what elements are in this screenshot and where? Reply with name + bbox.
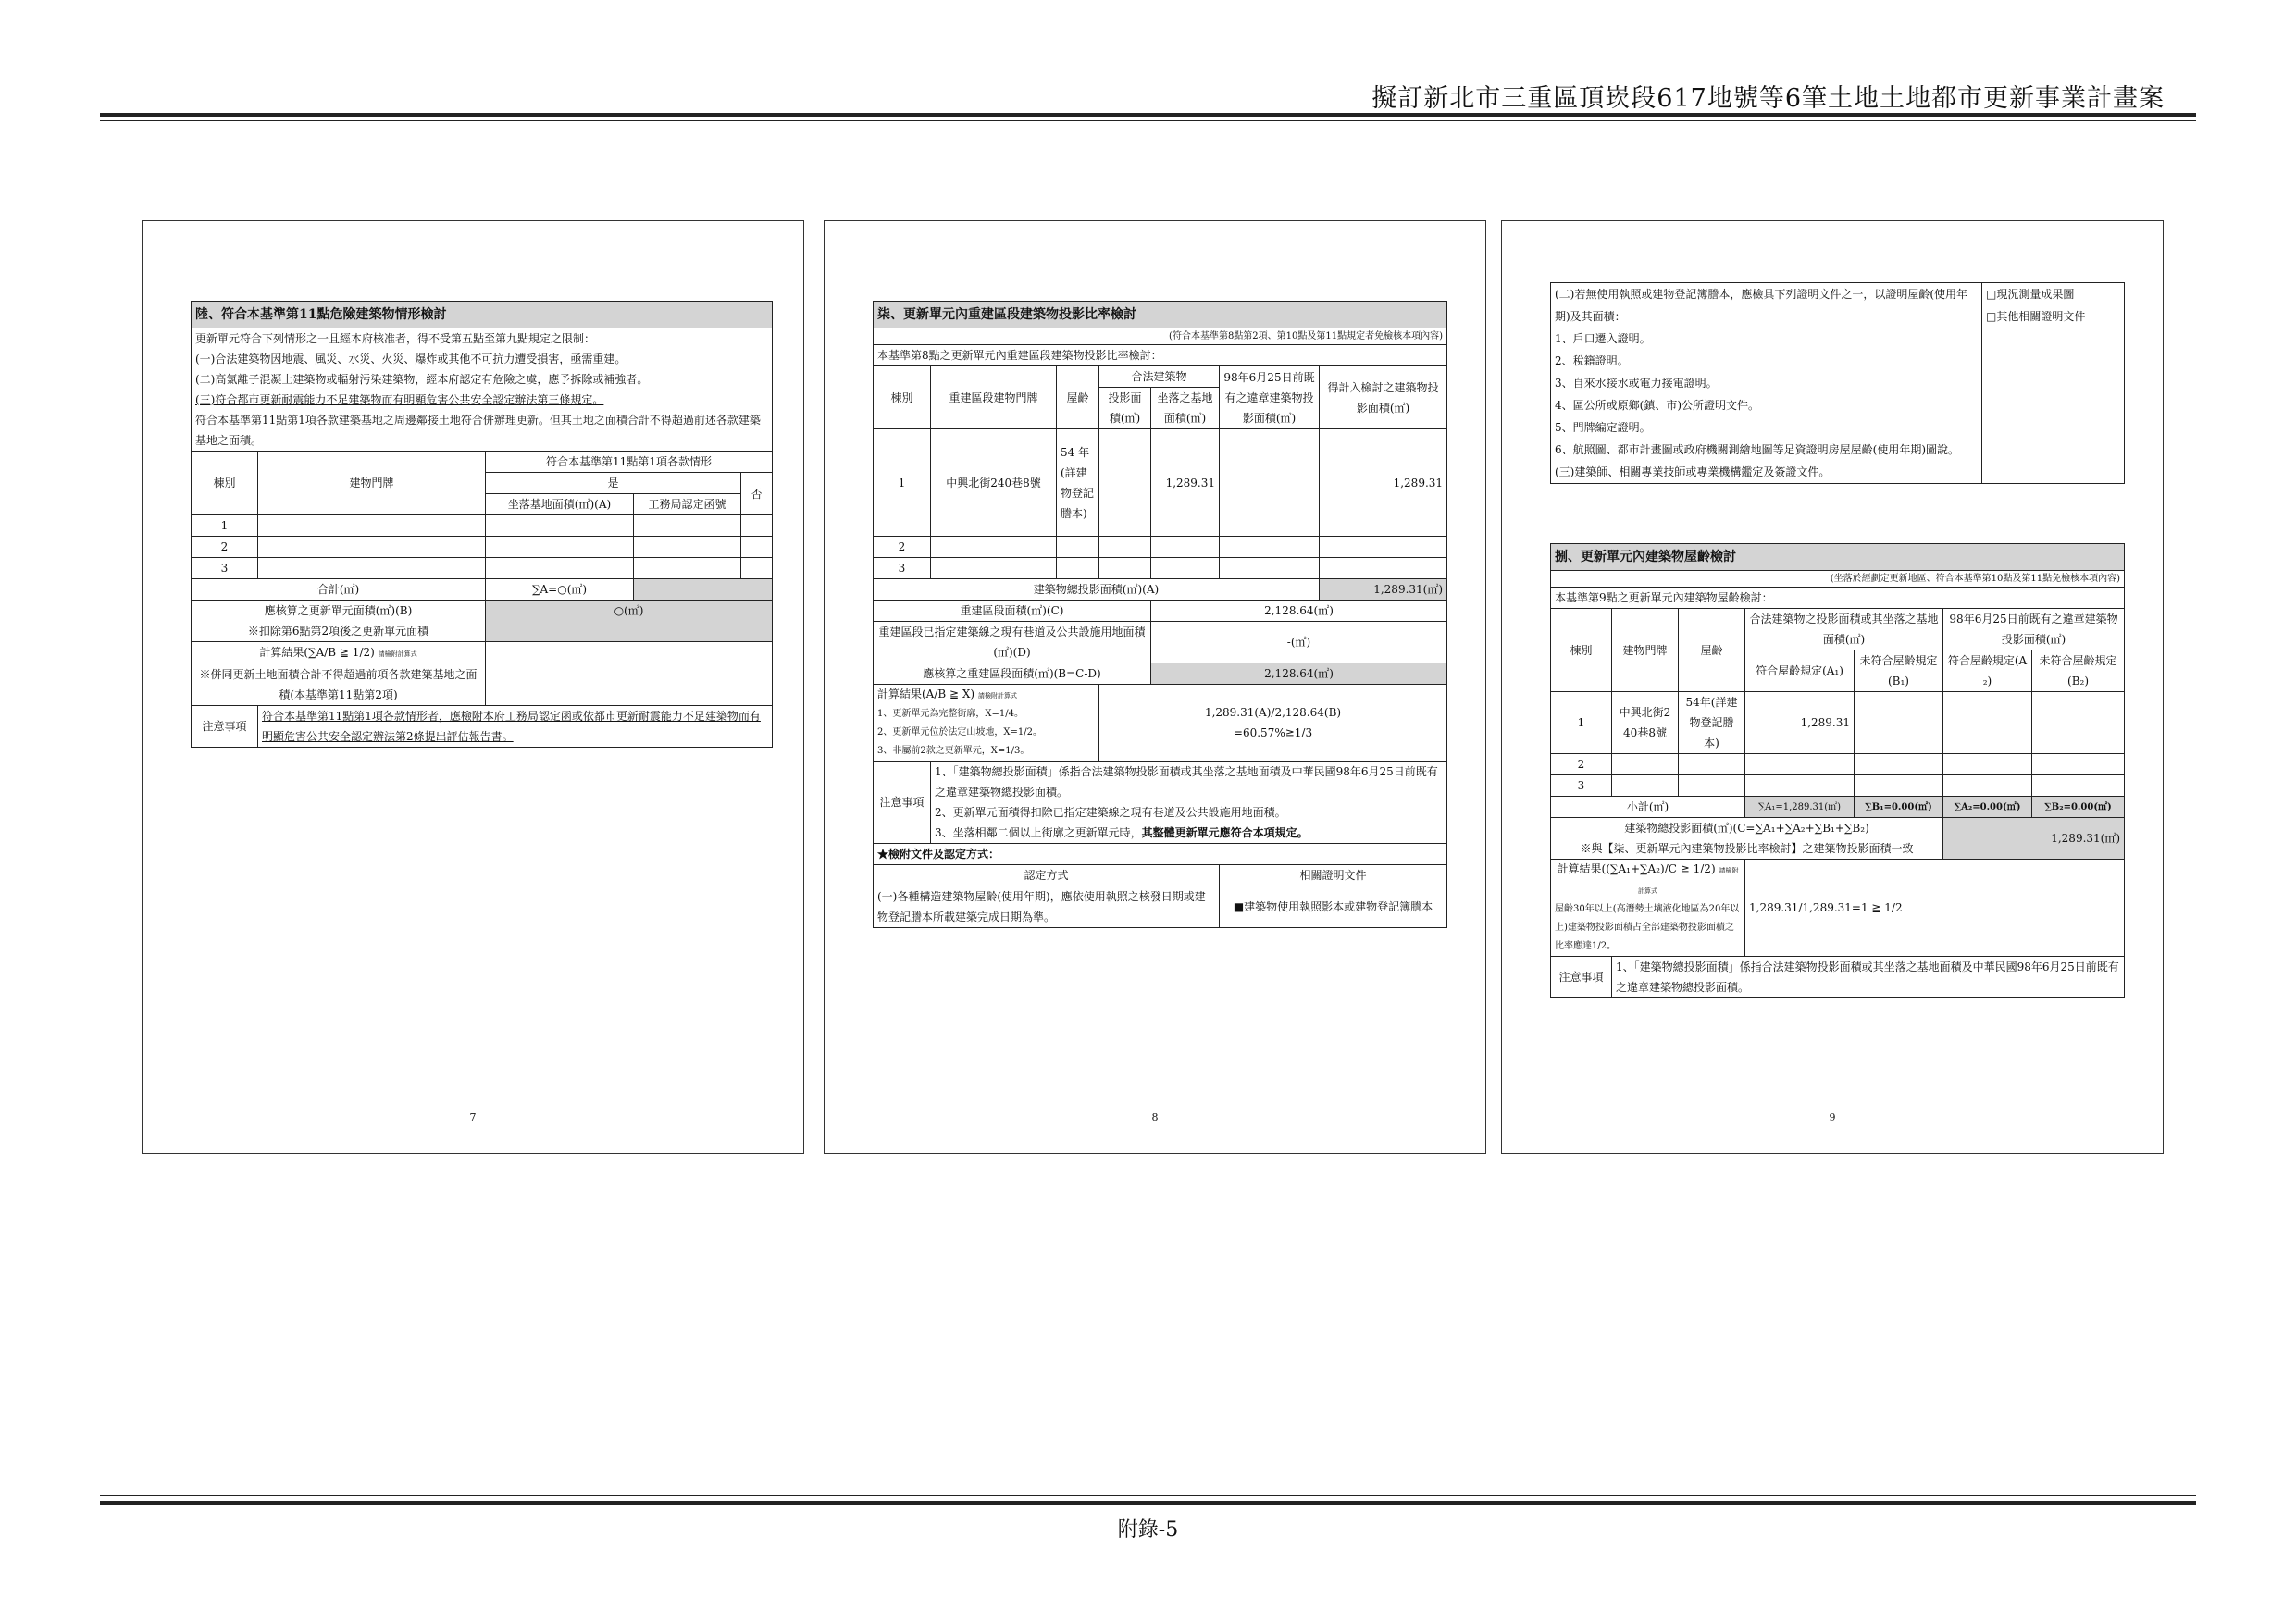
top-item: 6、航照圖、都市計畫圖或政府機關測繪地圖等足資證明房屋屋齡(使用年期)圖說。 bbox=[1555, 443, 1960, 456]
total-value: 1,289.31(㎡) bbox=[1320, 579, 1447, 601]
th-age: 屋齡 bbox=[1057, 366, 1099, 429]
th-illegal: 98年6月25日前既有之違章建築物投影面積(㎡) bbox=[1943, 609, 2125, 650]
section-title: 捌、更新單元內建築物屋齡檢討 bbox=[1551, 544, 2125, 571]
road-value: -(㎡) bbox=[1151, 622, 1447, 663]
th-bldg: 棟別 bbox=[1551, 609, 1612, 692]
row-no: 2 bbox=[192, 537, 258, 558]
row-no: 3 bbox=[874, 558, 931, 579]
header-rule-thin bbox=[100, 120, 2196, 121]
att-label: 注意事項 bbox=[192, 706, 258, 748]
th-no: 否 bbox=[741, 473, 773, 515]
row-door: 中興北街240巷8號 bbox=[931, 429, 1057, 537]
th-docs: 相關證明文件 bbox=[1220, 865, 1447, 886]
header-rule-thick bbox=[100, 113, 2196, 117]
page-header-title: 擬訂新北市三重區頂崁段617地號等6筆土地土地都市更新事業計畫案 bbox=[1371, 84, 2165, 113]
total-label: 建築物總投影面積(㎡)(C=∑A₁+∑A₂+∑B₁+∑B₂) bbox=[1624, 822, 1869, 835]
row-a1: 1,289.31 bbox=[1745, 692, 1855, 754]
top-item: 5、門牌編定證明。 bbox=[1555, 421, 1651, 434]
th-door: 建物門牌 bbox=[258, 452, 486, 515]
top-item-last: (三)建築師、相關專業技師或專業機構鑑定及簽證文件。 bbox=[1555, 465, 1831, 478]
calc-small: 請檢附計算式 bbox=[378, 650, 417, 658]
page-number: 9 bbox=[1829, 1111, 1836, 1123]
sub-a2: ∑A₂=0.00(㎡) bbox=[1943, 797, 2032, 818]
sum-label: 合計(㎡) bbox=[192, 579, 486, 601]
att-text: 1、「建築物總投影面積」係指合法建築物投影面積或其坐落之基地面積及中華民國98年6月25日前既有之違章建築物總投影面積。 bbox=[1612, 957, 2125, 998]
row-no: 3 bbox=[1551, 775, 1612, 797]
th-proj: 投影面積(㎡) bbox=[1099, 388, 1151, 429]
att-2: 2、更新單元面積得扣除已指定建築線之現有巷道及公共設施用地面積。 bbox=[935, 806, 1286, 819]
calc-value: 1,289.31/1,289.31=1 ≧ 1/2 bbox=[1745, 860, 2125, 957]
row-no: 2 bbox=[874, 537, 931, 558]
th-illegal: 98年6月25日前既有之違章建築物投影面積(㎡) bbox=[1220, 366, 1320, 429]
check-value: 2,128.64(㎡) bbox=[1151, 663, 1447, 685]
sub-b2: ∑B₂=0.00(㎡) bbox=[2032, 797, 2125, 818]
row-age: 54 年(詳建物登記謄本) bbox=[1057, 429, 1099, 537]
checkbox-survey: □現況測量成果圖 bbox=[1986, 288, 2075, 301]
page-8-panel bbox=[824, 220, 1486, 1154]
th-cert: 工務局認定函號 bbox=[634, 494, 741, 515]
th-door: 建物門牌 bbox=[1612, 609, 1679, 692]
row-no: 3 bbox=[192, 558, 258, 579]
row-no: 1 bbox=[1551, 692, 1612, 754]
footer-rule-thick bbox=[100, 1501, 2196, 1505]
intro-text: 本基準第8點之更新單元內重建區段建築物投影比率檢討： bbox=[874, 345, 1447, 366]
th-a1: 符合屋齡規定(A₁) bbox=[1745, 650, 1855, 692]
calc-small: 請檢附計算式 bbox=[1638, 867, 1739, 895]
item-1: (一)合法建築物因地震、風災、水災、火災、爆炸或其他不可抗力遭受損害，亟需重建。 bbox=[192, 349, 773, 369]
row-no: 2 bbox=[1551, 754, 1612, 775]
sub-label: 小計(㎡) bbox=[1551, 797, 1745, 818]
projection-ratio-table bbox=[873, 301, 1447, 928]
doc-1: ■建築物使用執照影本或建物登記簿謄本 bbox=[1220, 886, 1447, 928]
page-7-panel bbox=[142, 220, 804, 1154]
att-3b: 其整體更新單元應符合本項規定。 bbox=[1141, 826, 1309, 839]
check-label: 應核算之重建區段面積(㎡)(B=C-D) bbox=[874, 663, 1151, 685]
row-no: 1 bbox=[874, 429, 931, 537]
sum-value: ∑A=○(㎡) bbox=[486, 579, 634, 601]
calc-label: 計算結果(A/B ≧ X) bbox=[877, 688, 975, 700]
hazard-building-table bbox=[191, 301, 773, 748]
th-a2: 符合屋齡規定(A₂) bbox=[1943, 650, 2032, 692]
total-label: 建築物總投影面積(㎡)(A) bbox=[874, 579, 1320, 601]
building-age-table bbox=[1550, 543, 2125, 998]
intro-text: 更新單元符合下列情形之一且經本府核准者，得不受第五點至第九點規定之限制： bbox=[192, 328, 773, 350]
intro-text: 本基準第9點之更新單元內建築物屋齡檢討： bbox=[1551, 588, 2125, 609]
th-age: 屋齡 bbox=[1679, 609, 1745, 692]
sub-b1: ∑B₁=0.00(㎡) bbox=[1855, 797, 1943, 818]
calc-small: 請檢附計算式 bbox=[977, 692, 1017, 700]
calc-label: 計算結果(∑A/B ≧ 1/2) bbox=[259, 646, 375, 659]
row-base: 1,289.31 bbox=[1151, 429, 1220, 537]
th-yes: 是 bbox=[486, 473, 741, 494]
page-number: 7 bbox=[469, 1111, 477, 1123]
calc-note: 屋齡30年以上(高潛勢土壤液化地區為20年以上)建築物投影面積占全部建築物投影面積之比率應達1/2。 bbox=[1555, 904, 1740, 951]
note-text: 符合本基準第11點第1項各款建築基地之周邊鄰接土地符合併辦理更新。但其土地之面積合計不得超過前述各款建築基地之面積。 bbox=[192, 410, 773, 452]
calc-case-1: 1、更新單元為完整街廓，X=1/4。 bbox=[877, 709, 1024, 719]
unit-label: 應核算之更新單元面積(㎡)(B) bbox=[264, 604, 413, 617]
section-title: 陸、符合本基準第11點危險建築物情形檢討 bbox=[192, 302, 773, 328]
calc-case-3: 3、非屬前2款之更新單元，X=1/3。 bbox=[877, 746, 1030, 756]
calc-label: 計算結果((∑A₁+∑A₂)/C ≧ 1/2) bbox=[1557, 862, 1716, 875]
att-label: 注意事項 bbox=[1551, 957, 1612, 998]
item-3: (三)符合都市更新耐震能力不足建築物而有明顯危害公共安全認定辦法第三條規定。 bbox=[195, 393, 604, 406]
sub-a1: ∑A₁=1,289.31(㎡) bbox=[1745, 797, 1855, 818]
th-legal: 合法建築物 bbox=[1099, 366, 1220, 388]
top-text: (二)若無使用執照或建物登記簿謄本，應檢具下列證明文件之一，以證明屋齡(使用年期)及其面積： bbox=[1555, 288, 1968, 323]
calc-note: ※併同更新土地面積合計不得超過前項各款建築基地之面積(本基準第11點第2項) bbox=[199, 668, 478, 701]
th-group: 符合本基準第11點第1項各款情形 bbox=[486, 452, 773, 473]
row-door: 中興北街240巷8號 bbox=[1612, 692, 1679, 754]
unit-note: ※扣除第6點第2項後之更新單元面積 bbox=[247, 625, 429, 638]
footer-rule-thin bbox=[100, 1495, 2196, 1496]
zone-label: 重建區段面積(㎡)(C) bbox=[874, 601, 1151, 622]
top-item: 2、稅籍證明。 bbox=[1555, 354, 1629, 367]
att-label: 注意事項 bbox=[874, 762, 931, 844]
road-label: 重建區段已指定建築線之現有巷道及公共設施用地面積(㎡)(D) bbox=[874, 622, 1151, 663]
calc-case-2: 2、更新單元位於法定山坡地，X=1/2。 bbox=[877, 727, 1042, 737]
footer-label: 附錄-5 bbox=[1117, 1518, 1179, 1542]
item-2: (二)高氯離子混凝土建築物或輻射污染建築物，經本府認定有危險之虞，應予拆除或補強者。 bbox=[192, 369, 773, 390]
att-3a: 3、坐落相鄰二個以上街廓之更新單元時， bbox=[935, 826, 1142, 839]
th-method: 認定方式 bbox=[874, 865, 1220, 886]
row-no: 1 bbox=[192, 515, 258, 537]
th-door: 重建區段建物門牌 bbox=[931, 366, 1057, 429]
th-legal: 合法建築物之投影面積或其坐落之基地面積(㎡) bbox=[1745, 609, 1943, 650]
th-count: 得計入檢討之建築物投影面積(㎡) bbox=[1320, 366, 1447, 429]
total-note: ※與【柒、更新單元內建築物投影比率檢討】之建築物投影面積一致 bbox=[1580, 842, 1914, 855]
th-b1: 未符合屋齡規定(B₁) bbox=[1855, 650, 1943, 692]
checkbox-other: □其他相關證明文件 bbox=[1986, 310, 2086, 323]
section-title: 柒、更新單元內重建區段建築物投影比率檢討 bbox=[874, 302, 1447, 328]
th-bldg: 棟別 bbox=[874, 366, 931, 429]
top-item: 3、自來水接水或電力接電證明。 bbox=[1555, 377, 1718, 390]
zone-value: 2,128.64(㎡) bbox=[1151, 601, 1447, 622]
att-1: 1、「建築物總投影面積」係指合法建築物投影面積或其坐落之基地面積及中華民國98年6月25日前既有之違章建築物總投影面積。 bbox=[935, 765, 1438, 799]
row-age: 54年(詳建物登記謄本) bbox=[1679, 692, 1745, 754]
top-item: 4、區公所或原鄉(鎮、市)公所證明文件。 bbox=[1555, 399, 1759, 412]
unit-value: ○(㎡) bbox=[486, 601, 773, 642]
section-subtitle: (符合本基準第8點第2項、第10點及第11點規定者免檢核本項內容) bbox=[874, 328, 1447, 345]
row-count: 1,289.31 bbox=[1320, 429, 1447, 537]
calc-value-1: 1,289.31(A)/2,128.64(B) bbox=[1204, 706, 1342, 719]
calc-value-2: =60.57%≧1/3 bbox=[1233, 726, 1313, 739]
doc-label: ★檢附文件及認定方式： bbox=[874, 844, 1447, 865]
section-subtitle: (坐落於經劃定更新地區、符合本基準第10點及第11點免檢核本項內容) bbox=[1551, 571, 2125, 588]
th-base: 坐落之基地面積(㎡) bbox=[1151, 388, 1220, 429]
th-b2: 未符合屋齡規定(B₂) bbox=[2032, 650, 2125, 692]
att-text: 符合本基準第11點第1項各款情形者，應檢附本府工務局認定函或依都市更新耐震能力不足建築物而有明顯危害公共安全認定辦法第2條提出評估報告書。 bbox=[262, 710, 761, 743]
top-item: 1、戶口遷入證明。 bbox=[1555, 332, 1651, 345]
th-area: 坐落基地面積(㎡)(A) bbox=[486, 494, 634, 515]
page-number: 8 bbox=[1151, 1111, 1159, 1123]
method-1: (一)各種構造建築物屋齡(使用年期)，應依使用執照之核發日期或建物登記謄本所載建築完成日期為準。 bbox=[874, 886, 1220, 928]
th-bldg: 棟別 bbox=[192, 452, 258, 515]
proof-docs-table bbox=[1550, 282, 2125, 484]
page-9-panel bbox=[1501, 220, 2164, 1154]
total-value: 1,289.31(㎡) bbox=[1943, 818, 2125, 860]
